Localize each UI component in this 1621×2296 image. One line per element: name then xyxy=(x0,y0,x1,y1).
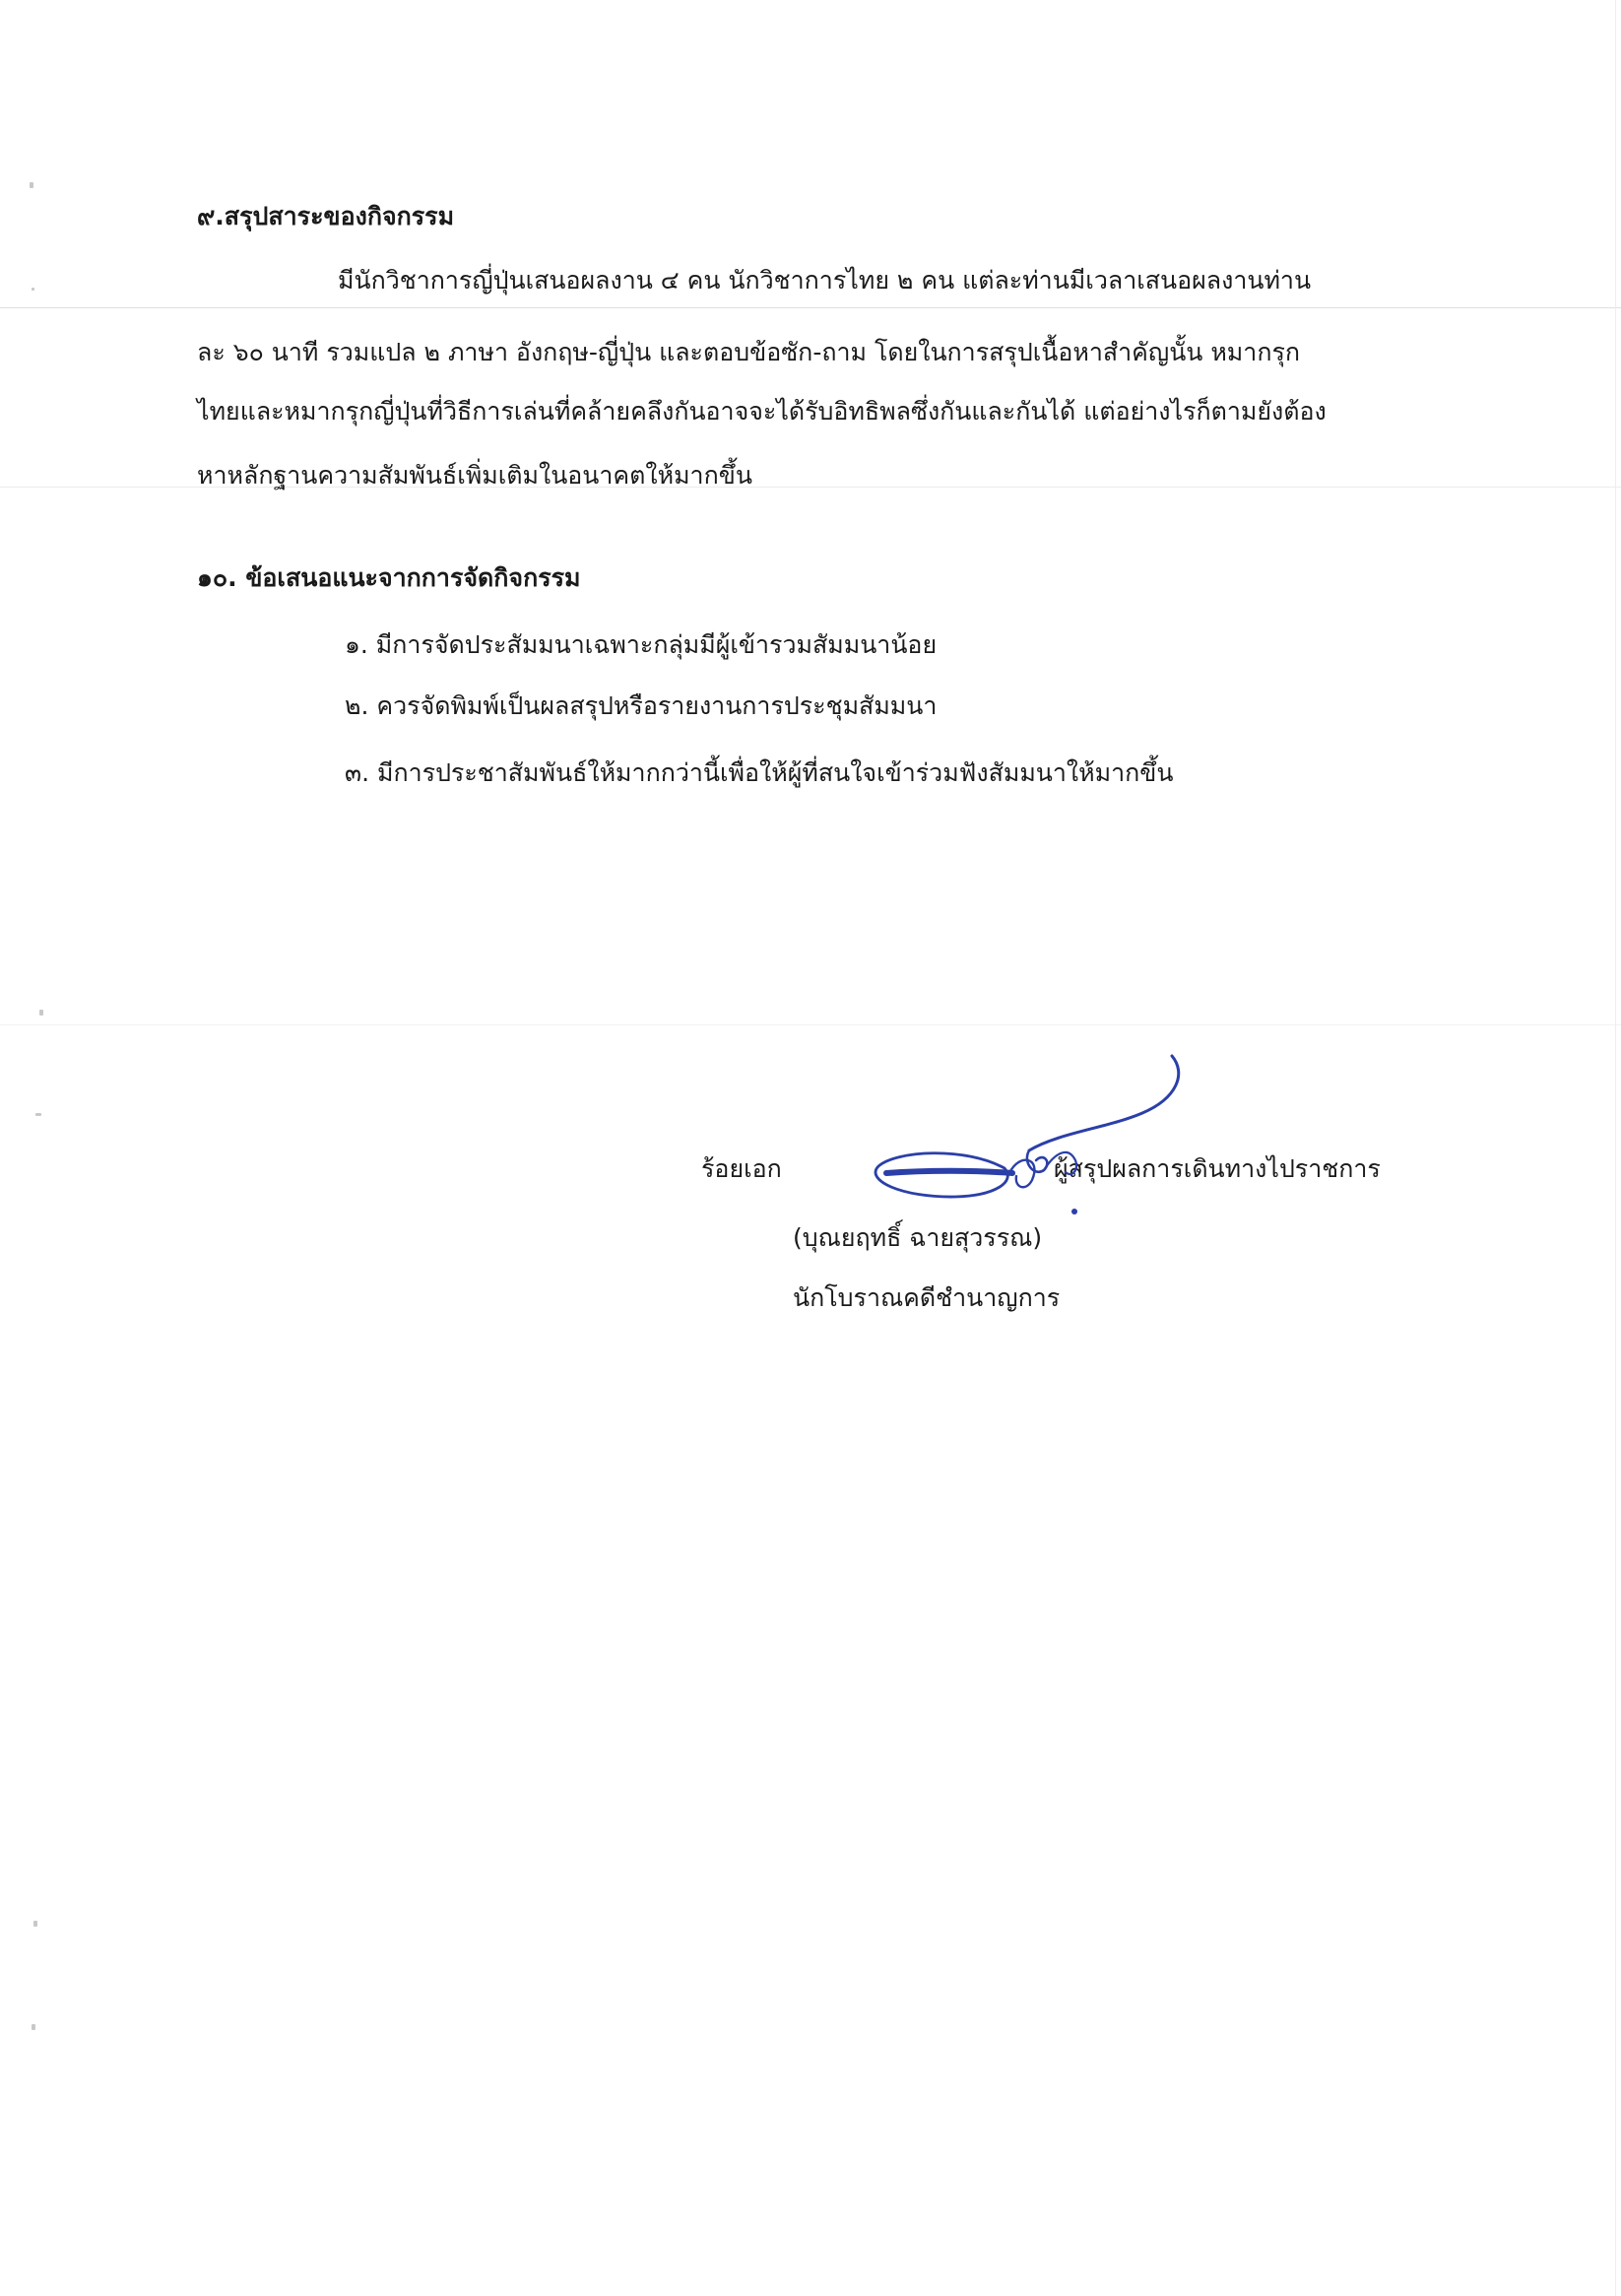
paragraph-line: หาหลักฐานความสัมพันธ์เพิ่มเติมในอนาคตให้มากขึ้น xyxy=(197,461,752,490)
scan-speck xyxy=(32,288,34,291)
signer-name: (บุณยฤทธิ์ ฉายสุวรรณ) xyxy=(793,1223,1043,1252)
recommendation-item: ๓. มีการประชาสัมพันธ์ให้มากกว่านี้เพื่อให้ผู้ที่สนใจเข้าร่วมฟังสัมมนาให้มากขึ้น xyxy=(345,758,1174,787)
scan-speck xyxy=(33,1921,37,1927)
signer-position: นักโบราณคดีชำนาญการ xyxy=(793,1283,1061,1312)
paragraph-line: ไทยและหมากรุกญี่ปุ่นที่วิธีการเล่นที่คล้ายคลึงกันอาจจะได้รับอิทธิพลซึ่งกันและกันได้ แต่อย่างไรก็ตามยังต้อง xyxy=(197,397,1327,426)
handwritten-signature xyxy=(847,1044,1201,1231)
scan-speck xyxy=(32,2024,35,2030)
scan-speck xyxy=(39,1010,43,1016)
scan-line xyxy=(0,307,1621,308)
scan-speck xyxy=(35,1113,41,1116)
section-9-heading: ๙.สรุปสาระของกิจกรรม xyxy=(197,202,455,230)
signer-role: ผู้สรุปผลการเดินทางไปราชการ xyxy=(1054,1154,1381,1183)
paragraph-line: ละ ๖๐ นาที รวมแปล ๒ ภาษา อังกฤษ-ญี่ปุ่น และตอบข้อซัก-ถาม โดยในการสรุปเนื้อหาสำคัญนั้น หมากรุก xyxy=(197,338,1301,366)
signer-rank: ร้อยเอก xyxy=(701,1154,782,1183)
scan-line xyxy=(0,1024,1621,1025)
recommendation-item: ๑. มีการจัดประสัมมนาเฉพาะกลุ่มมีผู้เข้ารวมสัมมนาน้อย xyxy=(345,630,938,659)
section-10-heading: ๑๐. ข้อเสนอแนะจากการจัดกิจกรรม xyxy=(197,563,581,592)
page-edge xyxy=(1615,0,1616,2296)
recommendation-item: ๒. ควรจัดพิมพ์เป็นผลสรุปหรือรายงานการประชุมสัมมนา xyxy=(345,691,938,720)
scan-speck xyxy=(30,182,33,188)
paragraph-line: มีนักวิชาการญี่ปุ่นเสนอผลงาน ๔ คน นักวิชาการไทย ๒ คน แต่ละท่านมีเวลาเสนอผลงานท่าน xyxy=(338,266,1312,295)
